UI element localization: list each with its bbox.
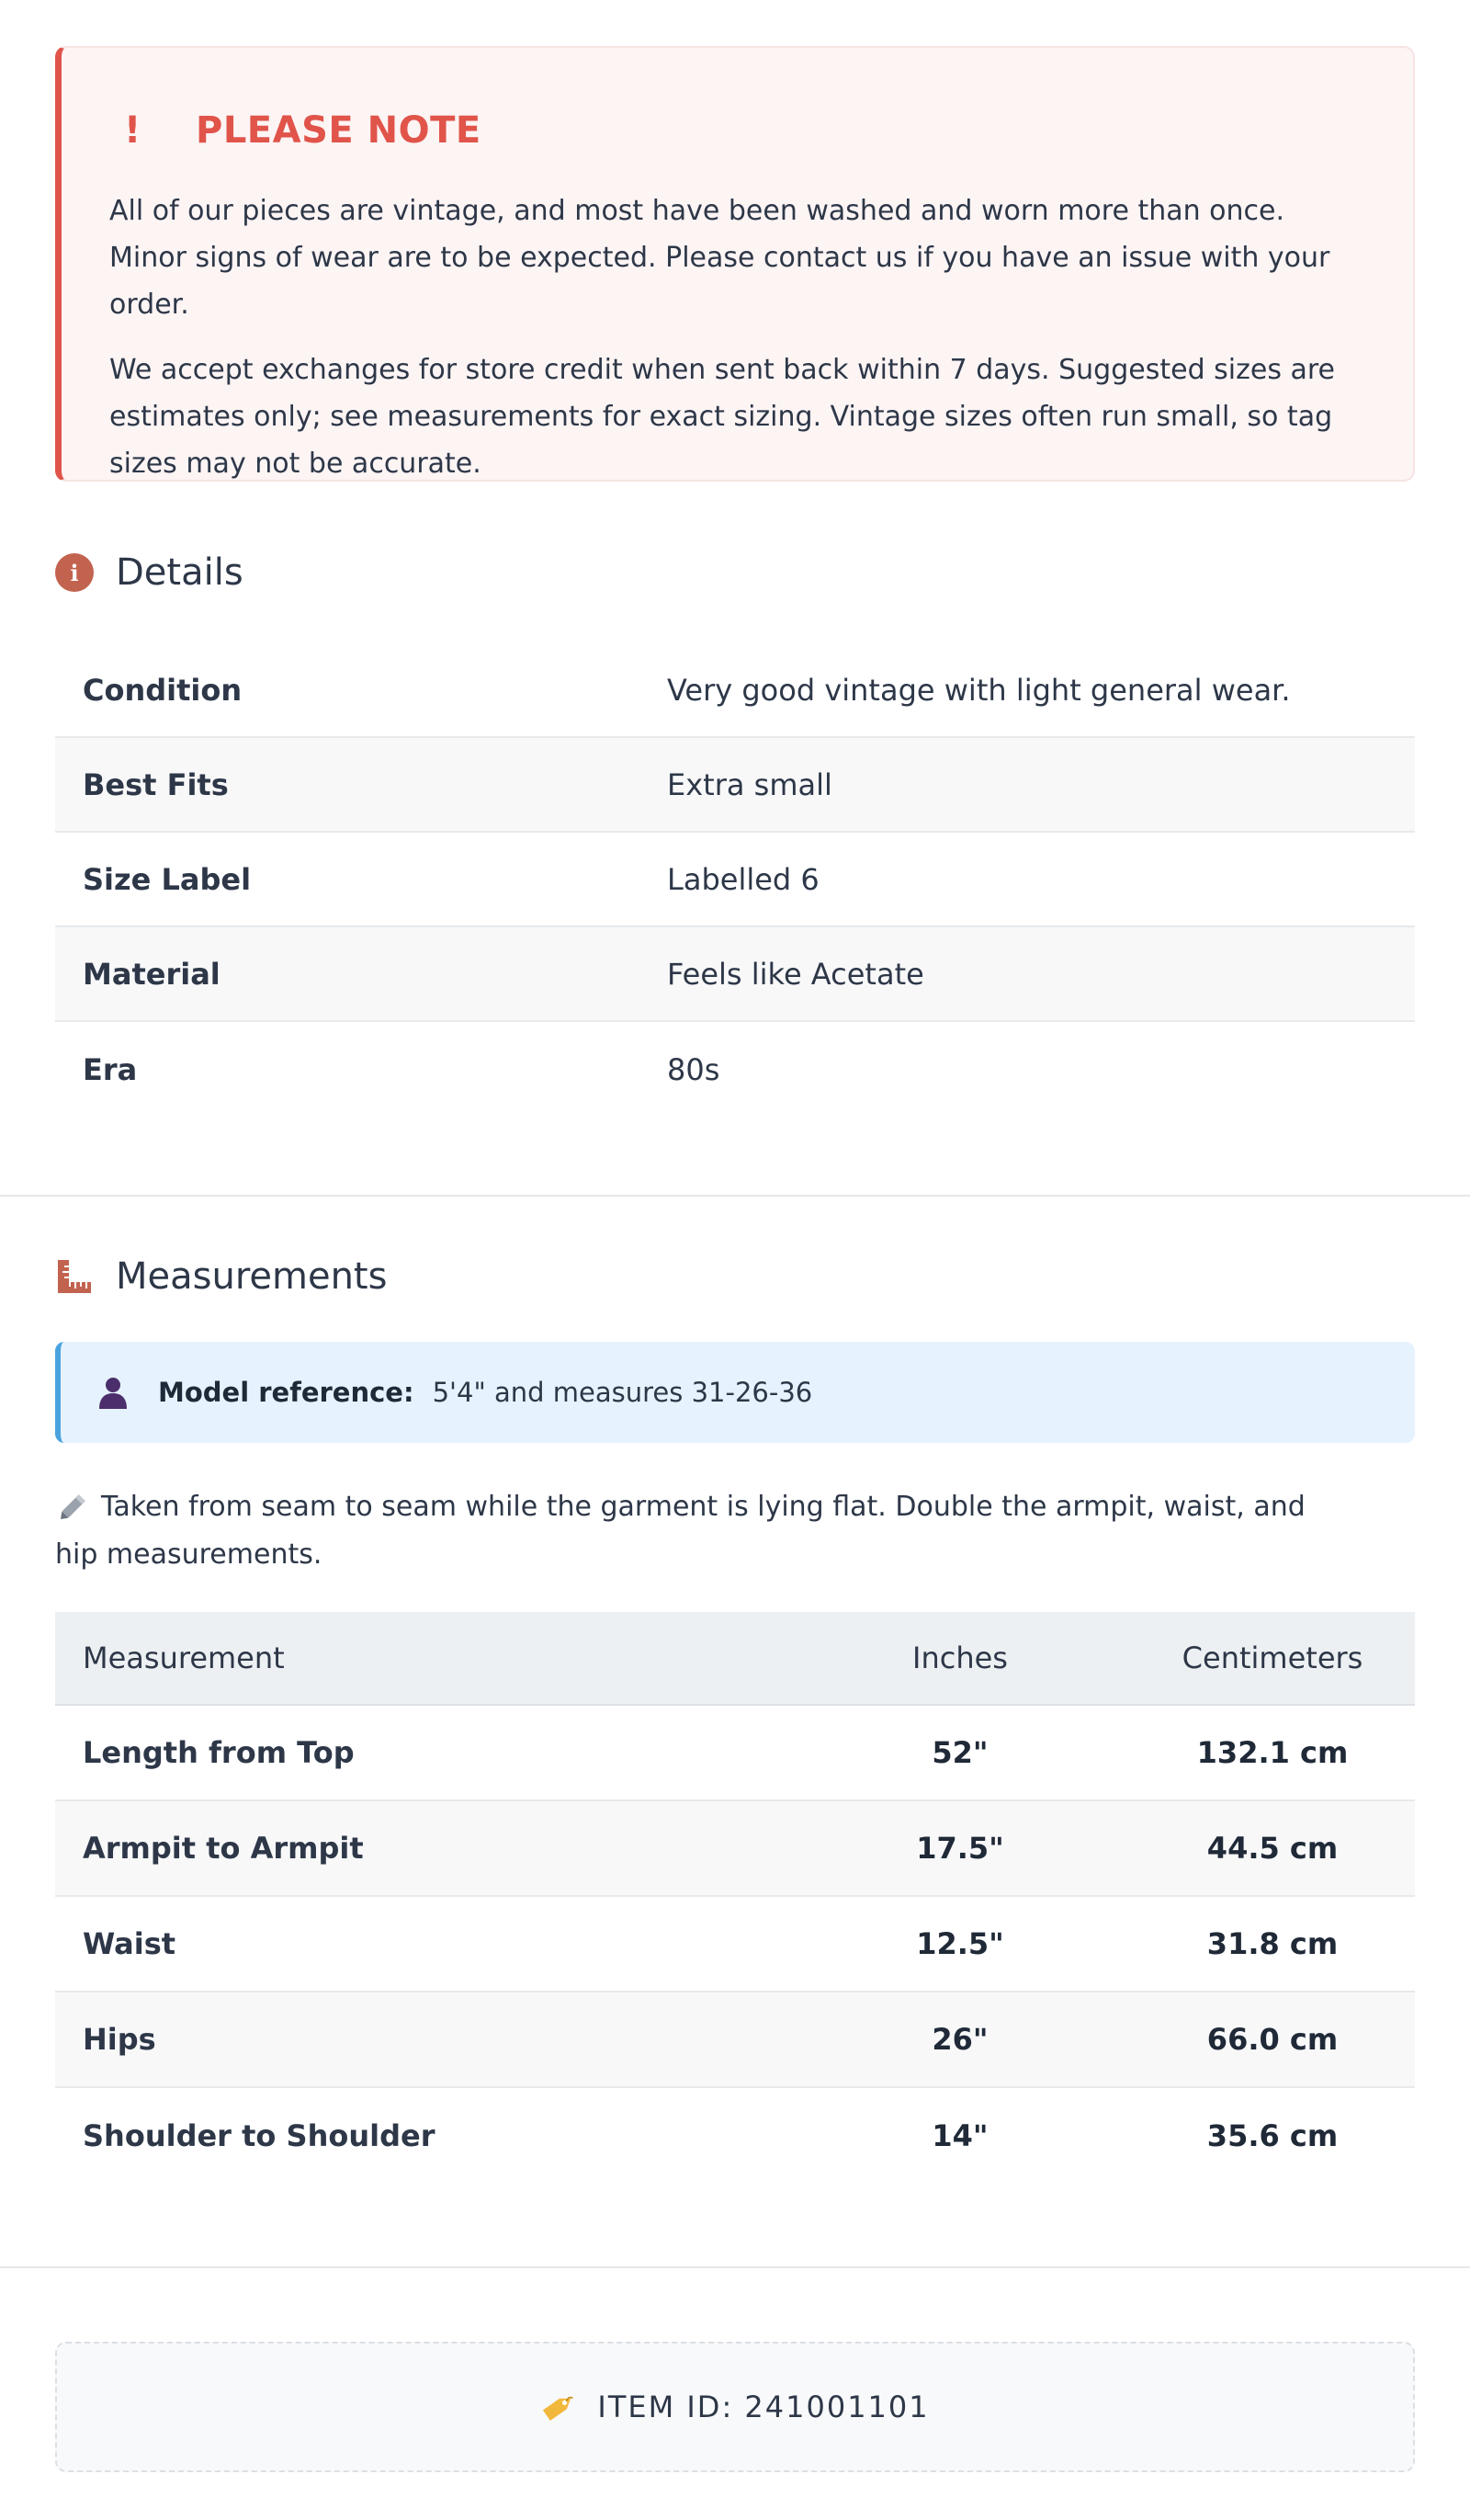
measurement-name: Waist xyxy=(83,1926,176,1961)
column-header-inches: Inches xyxy=(912,1640,1008,1675)
details-table xyxy=(55,643,1415,1117)
details-header xyxy=(55,551,243,594)
details-title: Details xyxy=(116,551,243,594)
measurements-title: Measurements xyxy=(116,1255,388,1298)
info-icon: i xyxy=(55,553,94,592)
measurement-inches: 12.5" xyxy=(916,1926,1004,1961)
table-row xyxy=(55,1706,1415,1801)
notice-title: PLEASE NOTE xyxy=(196,109,481,152)
notice-paragraph-2: We accept exchanges for store credit when sent back within 7 days. Suggested sizes are estimates only; see measurements for exact sizing. Vintage sizes often run small, so tag sizes may not be accurate. xyxy=(109,354,1336,480)
exclamation-icon: ! xyxy=(124,109,141,152)
measurement-inches: 26" xyxy=(932,2022,989,2057)
details-row-value: 80s xyxy=(667,1051,720,1087)
table-row xyxy=(55,1897,1415,1992)
notice-paragraph-1: All of our pieces are vintage, and most have been washed and worn more than once. Minor signs of wear are to be expected. Please contact us if you have an issue with your order. xyxy=(109,195,1330,321)
item-id-box xyxy=(55,2342,1415,2472)
pencil-icon xyxy=(55,1492,88,1525)
measurement-name: Shoulder to Shoulder xyxy=(83,2118,435,2153)
details-row-value: Feels like Acetate xyxy=(667,956,924,992)
model-reference-callout xyxy=(55,1342,1415,1443)
person-icon xyxy=(97,1376,129,1409)
measurement-cm: 44.5 cm xyxy=(1206,1831,1339,1866)
table-row xyxy=(55,2088,1415,2184)
measurement-inches: 17.5" xyxy=(916,1831,1004,1866)
notice-header xyxy=(109,105,1367,156)
section-divider xyxy=(0,2266,1470,2268)
details-row-label: Material xyxy=(83,956,220,992)
model-reference-value: 5'4" and measures 31-26-36 xyxy=(432,1377,813,1408)
section-divider xyxy=(0,1195,1470,1197)
measurement-name: Length from Top xyxy=(83,1735,355,1770)
details-row-label: Best Fits xyxy=(83,766,229,802)
table-row xyxy=(55,1801,1415,1897)
details-row-label: Size Label xyxy=(83,861,252,897)
details-row xyxy=(55,1022,1415,1117)
details-row-label: Condition xyxy=(83,672,243,708)
measurement-cm: 132.1 cm xyxy=(1196,1735,1349,1770)
model-reference-label: Model reference: xyxy=(158,1377,414,1408)
item-id-text: ITEM ID: 241001101 xyxy=(597,2389,930,2424)
ruler-icon xyxy=(55,1257,94,1296)
details-row-label: Era xyxy=(83,1051,138,1087)
details-row-value: Labelled 6 xyxy=(667,861,820,897)
measurement-note xyxy=(55,1483,1341,1579)
measurement-cm: 66.0 cm xyxy=(1206,2022,1339,2057)
measurement-note-text: Taken from seam to seam while the garment is lying flat. Double the armpit, waist, and hip measurements. xyxy=(55,1491,1306,1571)
details-row-value: Extra small xyxy=(667,766,832,802)
table-row xyxy=(55,1992,1415,2088)
tag-icon xyxy=(540,2389,577,2425)
measurement-cm: 35.6 cm xyxy=(1206,2118,1339,2153)
details-row xyxy=(55,643,1415,738)
please-note-notice xyxy=(55,46,1415,482)
measurement-inches: 52" xyxy=(932,1735,989,1770)
details-row-value: Very good vintage with light general wear. xyxy=(667,672,1291,708)
column-header-measurement: Measurement xyxy=(83,1640,285,1675)
measurements-table xyxy=(55,1612,1415,2184)
measurements-header xyxy=(55,1255,387,1298)
column-header-centimeters: Centimeters xyxy=(1182,1640,1363,1675)
details-row xyxy=(55,833,1415,927)
details-row xyxy=(55,927,1415,1022)
measurement-name: Hips xyxy=(83,2022,156,2057)
details-row xyxy=(55,738,1415,833)
table-header-row xyxy=(55,1612,1415,1706)
measurement-name: Armpit to Armpit xyxy=(83,1831,364,1866)
measurement-cm: 31.8 cm xyxy=(1206,1926,1339,1961)
measurement-inches: 14" xyxy=(932,2118,989,2153)
